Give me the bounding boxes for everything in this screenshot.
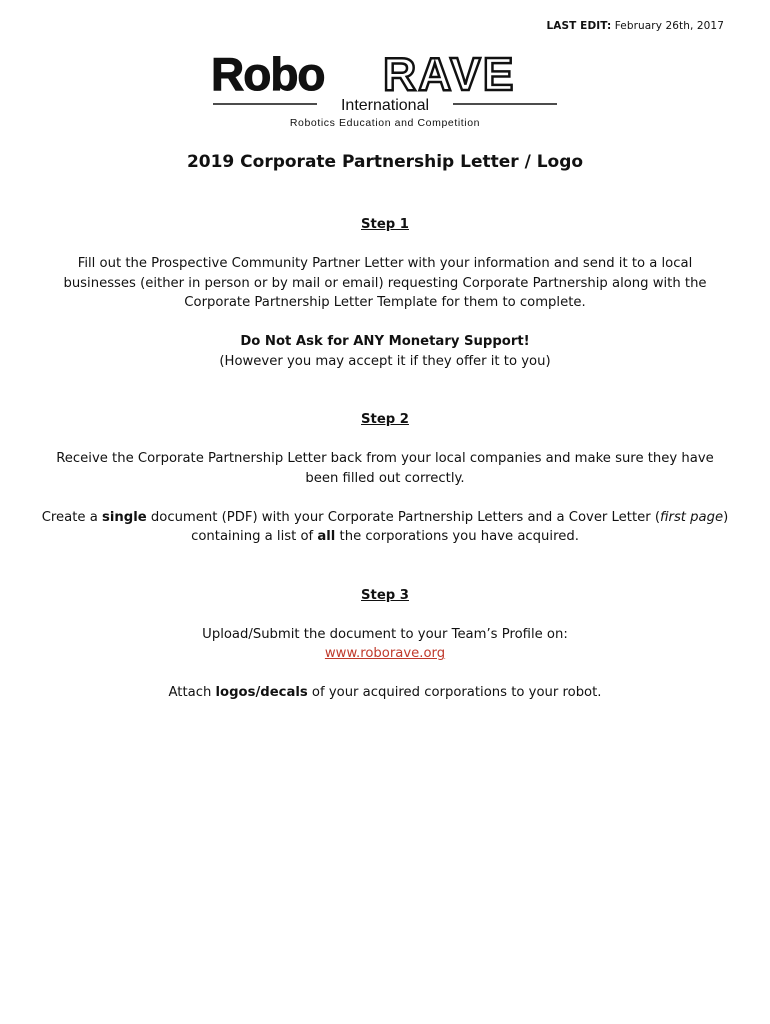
logo-brand-left: Robo: [211, 48, 325, 100]
create-bold-single: single: [102, 509, 147, 525]
roborave-link[interactable]: www.roborave.org: [324, 646, 446, 661]
attach-instruction: [40, 683, 730, 703]
create-bold-all: all: [317, 529, 336, 544]
logo-brand-right: RAVE: [383, 48, 516, 100]
attach-text-1: Attach: [168, 685, 216, 700]
monetary-warning: Do Not Ask for ANY Monetary Support!: [240, 334, 530, 349]
attach-bold-logos: logos/decals: [215, 685, 308, 700]
document-body: [40, 215, 730, 703]
step1-paragraph: Fill out the Prospective Community Partner Letter with your information and send it to a local businesses (either in person or by mail or email) requesting Corporate Partnership along with the Corporate Partnership Letter Template for them to complete.: [63, 256, 707, 310]
last-edit-label: LAST EDIT:: [546, 20, 612, 32]
create-text-1: Create a: [41, 509, 103, 525]
upload-instruction: Upload/Submit the document to your Team’s Profile on:: [202, 626, 568, 642]
step1-heading: Step 1: [361, 217, 409, 232]
create-document-instruction: [40, 508, 730, 547]
attach-text-2: of your acquired corporations to your robot.: [307, 685, 602, 700]
document-title: 2019 Corporate Partnership Letter / Logo: [186, 152, 584, 172]
monetary-warning-note: (However you may accept it if they offer it to you): [219, 353, 551, 369]
step2-paragraph: Receive the Corporate Partnership Letter back from your local companies and make sure they have been filled out correctly.: [56, 451, 714, 486]
logo-tagline: Robotics Education and Competition: [289, 117, 481, 129]
create-text-3: ) containing a list of: [191, 509, 729, 544]
roborave-logo: [205, 44, 565, 134]
create-italic-first-page: first page: [660, 509, 724, 525]
step3-heading: Step 3: [361, 587, 409, 603]
logo-subtitle: International: [340, 97, 430, 114]
create-text-4: the corporations you have acquired.: [335, 529, 579, 544]
create-text-2: document (PDF) with your Corporate Partnership Letters and a Cover Letter (: [146, 509, 660, 525]
last-edit-date: February 26th, 2017: [614, 20, 724, 32]
step2-heading: Step 2: [361, 412, 409, 427]
last-edit: [546, 20, 724, 32]
